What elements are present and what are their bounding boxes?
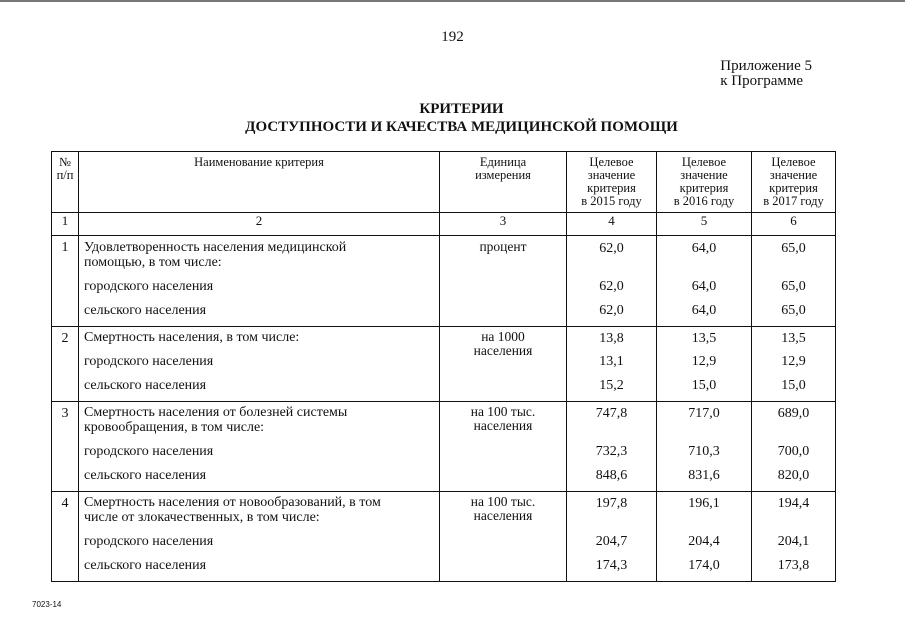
urban-population-label: городского населения	[84, 444, 214, 459]
total-value: 62,0	[599, 241, 624, 256]
target-value-cell-2017	[752, 236, 836, 327]
header-2015	[567, 152, 657, 213]
rural-value: 174,3	[595, 558, 628, 573]
criterion-name-cell	[79, 402, 440, 492]
criterion-name-line: Смертность населения от болезней системы	[84, 405, 348, 420]
top-rule	[0, 0, 905, 2]
urban-value: 64,0	[691, 279, 717, 294]
header-unit	[440, 152, 567, 213]
unit-line: населения	[473, 418, 533, 433]
target-value-cell-2017	[752, 402, 836, 492]
total-value: 13,8	[599, 331, 624, 346]
page-number: 192	[441, 29, 464, 45]
rural-value: 173,8	[777, 558, 810, 573]
target-value-cell-2016	[657, 236, 752, 327]
criterion-name-line: кровообращения, в том числе:	[84, 420, 265, 435]
table-row	[52, 327, 836, 402]
target-value-cell-2016	[657, 492, 752, 582]
header-2015-line: критерия	[587, 181, 636, 195]
header-2016-line: в 2016 году	[673, 194, 735, 208]
table-row	[52, 492, 836, 582]
urban-value: 700,0	[777, 444, 810, 459]
header-2015-line: Целевое	[589, 155, 634, 169]
table-row	[52, 402, 836, 492]
rural-value: 174,0	[688, 558, 720, 573]
unit-line: населения	[473, 508, 533, 523]
total-value: 64,0	[691, 241, 717, 256]
header-num-line: п/п	[56, 168, 74, 182]
urban-value: 65,0	[781, 279, 806, 294]
document-code: 7023-14	[32, 600, 62, 609]
column-index: 2	[79, 213, 440, 236]
total-value: 13,5	[781, 331, 806, 346]
target-value-cell-2016	[657, 402, 752, 492]
criterion-name-line: Смертность населения от новообразований, в том	[84, 495, 381, 510]
target-value-cell-2015	[567, 402, 657, 492]
table-body	[52, 236, 836, 582]
target-value-cell-2015	[567, 492, 657, 582]
criterion-name-cell	[79, 327, 440, 402]
target-value-cell-2016	[657, 327, 752, 402]
total-value: 194,4	[777, 496, 810, 511]
rural-population-label: сельского населения	[84, 468, 207, 483]
rural-value: 64,0	[691, 303, 717, 318]
row-number: 2	[52, 327, 79, 402]
column-index: 6	[752, 213, 836, 236]
rural-population-label: сельского населения	[84, 378, 207, 393]
urban-value: 204,4	[688, 534, 720, 549]
urban-value: 204,1	[777, 534, 810, 549]
urban-value: 732,3	[595, 444, 628, 459]
target-value-cell-2017	[752, 492, 836, 582]
unit-cell	[440, 327, 567, 402]
urban-value: 204,7	[595, 534, 628, 549]
header-name	[79, 152, 440, 213]
rural-value: 15,0	[691, 378, 717, 393]
header-unit-line: измерения	[475, 168, 531, 182]
row-number: 4	[52, 492, 79, 582]
column-index-row	[52, 213, 836, 236]
header-2016-line: Целевое	[681, 155, 727, 169]
unit-cell	[440, 236, 567, 327]
column-index: 4	[567, 213, 657, 236]
row-number: 1	[52, 236, 79, 327]
target-value-cell-2015	[567, 236, 657, 327]
urban-value: 12,9	[691, 354, 717, 369]
header-2015-line: значение	[587, 168, 636, 182]
unit-line: на 100 тыс.	[470, 494, 536, 509]
rural-value: 15,0	[781, 378, 806, 393]
criterion-name-line: Смертность населения, в том числе:	[84, 330, 300, 345]
unit-line: на 100 тыс.	[470, 404, 536, 419]
total-value: 717,0	[688, 406, 720, 421]
header-num	[52, 152, 79, 213]
row-number: 3	[52, 402, 79, 492]
urban-population-label: городского населения	[84, 354, 214, 369]
header-row	[52, 152, 836, 213]
criterion-name-line: Удовлетворенность населения медицинской	[84, 240, 347, 255]
urban-value: 12,9	[781, 354, 806, 369]
unit-line: на 1000	[481, 329, 525, 344]
urban-value: 13,1	[599, 354, 624, 369]
header-2016-line: критерия	[679, 181, 729, 195]
title-line-1: КРИТЕРИИ	[419, 101, 504, 117]
unit-cell	[440, 402, 567, 492]
header-2017-line: значение	[769, 168, 818, 182]
header-name-label: Наименование критерия	[194, 155, 324, 169]
rural-value: 820,0	[777, 468, 810, 483]
target-value-cell-2015	[567, 327, 657, 402]
unit-line: населения	[473, 343, 533, 358]
appendix-line-1: Приложение 5	[720, 58, 812, 74]
header-2017-line: Целевое	[771, 155, 816, 169]
urban-population-label: городского населения	[84, 279, 214, 294]
column-index: 5	[657, 213, 752, 236]
header-2017	[752, 152, 836, 213]
rural-value: 848,6	[595, 468, 628, 483]
urban-value: 710,3	[688, 444, 720, 459]
total-value: 196,1	[688, 496, 720, 511]
title-line-2: ДОСТУПНОСТИ И КАЧЕСТВА МЕДИЦИНСКОЙ ПОМОЩИ	[245, 119, 678, 135]
criterion-name-line: помощью, в том числе:	[84, 255, 222, 270]
appendix-note	[720, 59, 812, 89]
header-2015-line: в 2015 году	[581, 194, 642, 208]
header-2016	[657, 152, 752, 213]
total-value: 65,0	[781, 241, 806, 256]
table-row	[52, 236, 836, 327]
column-index: 1	[52, 213, 79, 236]
target-value-cell-2017	[752, 327, 836, 402]
total-value: 197,8	[595, 496, 628, 511]
urban-value: 62,0	[599, 279, 624, 294]
rural-value: 15,2	[599, 378, 624, 393]
criterion-name-cell	[79, 492, 440, 582]
criterion-name-line: числе от злокачественных, в том числе:	[84, 510, 320, 525]
unit-line: процент	[479, 239, 527, 254]
header-2017-line: критерия	[769, 181, 818, 195]
rural-population-label: сельского населения	[84, 558, 207, 573]
appendix-line-2: к Программе	[720, 73, 804, 89]
rural-value: 65,0	[781, 303, 806, 318]
document-title	[0, 100, 905, 136]
urban-population-label: городского населения	[84, 534, 214, 549]
total-value: 689,0	[777, 406, 810, 421]
header-2017-line: в 2017 году	[763, 194, 824, 208]
header-2016-line: значение	[680, 168, 728, 182]
criterion-name-cell	[79, 236, 440, 327]
rural-value: 831,6	[688, 468, 720, 483]
rural-value: 62,0	[599, 303, 624, 318]
unit-cell	[440, 492, 567, 582]
header-num-line: №	[59, 155, 71, 169]
total-value: 747,8	[595, 406, 628, 421]
criteria-table	[51, 151, 836, 582]
header-unit-line: Единица	[479, 155, 527, 169]
total-value: 13,5	[691, 331, 717, 346]
column-index: 3	[440, 213, 567, 236]
rural-population-label: сельского населения	[84, 303, 207, 318]
